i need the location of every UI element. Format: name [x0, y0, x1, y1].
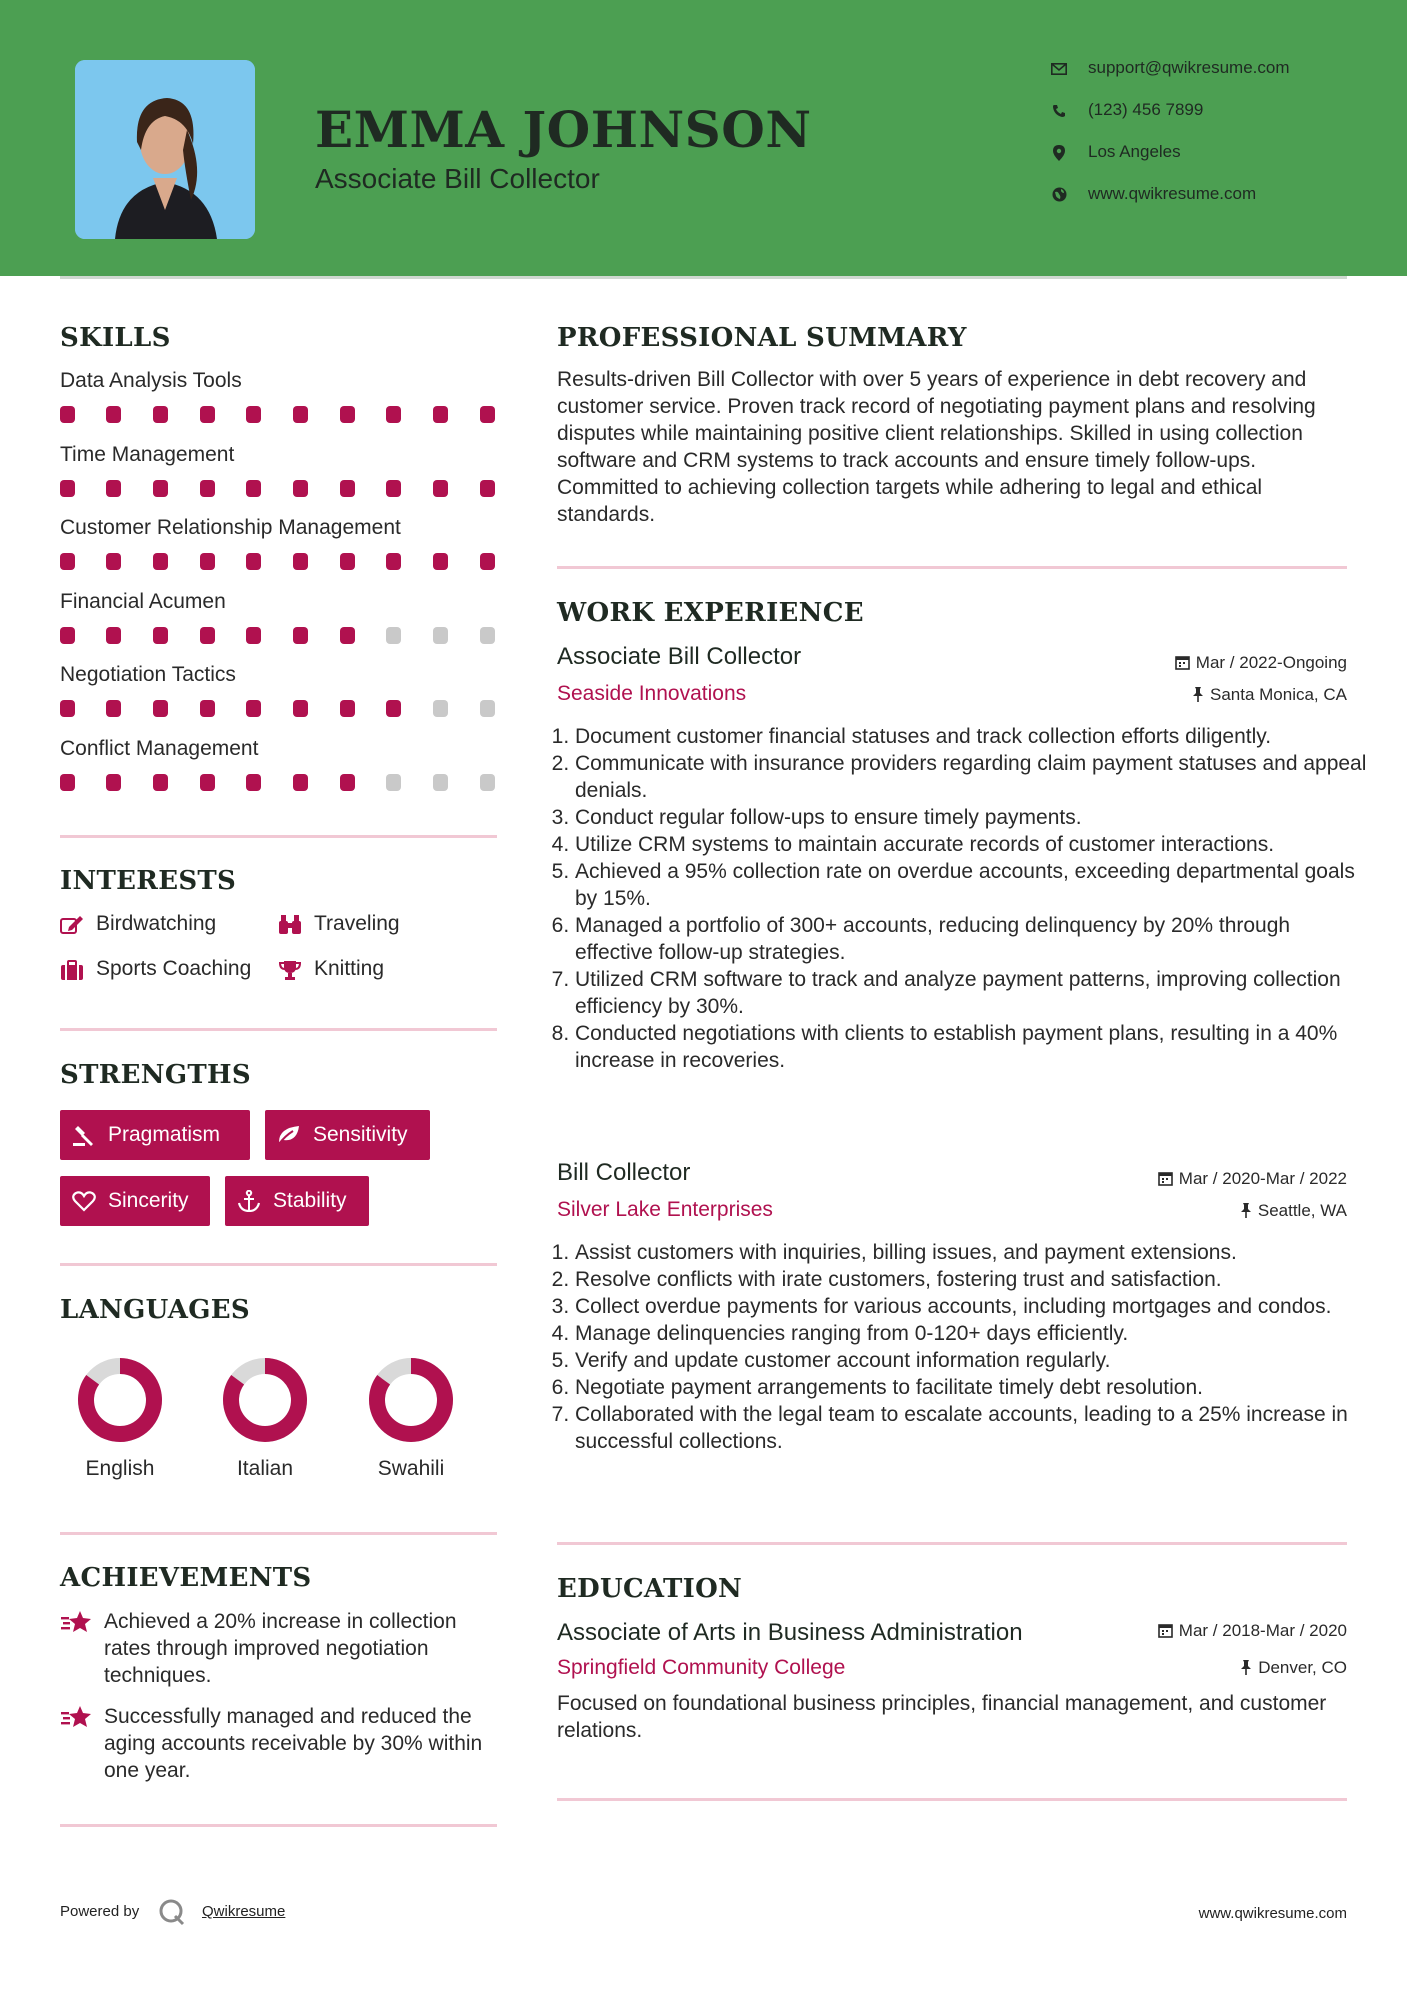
skill-dot: [480, 553, 495, 570]
skills-heading: SKILLS: [60, 323, 171, 353]
job-bullet: 6. Negotiate payment arrangements to facilitate timely debt resolution.: [575, 1374, 1370, 1401]
strength-badge: Sincerity: [60, 1176, 210, 1226]
trophy-icon: [278, 960, 302, 980]
skill-dot: [386, 700, 401, 717]
star-icon: [60, 1705, 94, 1729]
skill-dot: [340, 700, 355, 717]
skill-dot: [480, 627, 495, 644]
job-bullet: 1. Assist customers with inquiries, billing issues, and payment extensions.: [575, 1239, 1370, 1266]
skill-rating: [60, 406, 500, 426]
language-name: Swahili: [377, 1457, 445, 1480]
strength-badge: Sensitivity: [265, 1110, 430, 1160]
skill-rating: [60, 627, 500, 647]
skill-dot: [246, 480, 261, 497]
skill-dot: [153, 627, 168, 644]
skill-dot: [200, 774, 215, 791]
pushpin-icon: [1192, 687, 1204, 702]
pushpin-icon: [1240, 1660, 1252, 1675]
job-bullet: 6. Managed a portfolio of 300+ accounts, reducing delinquency by 20% through effective follow-up strategies.: [575, 912, 1370, 966]
skill-dot: [60, 627, 75, 644]
skill-dot: [480, 480, 495, 497]
interests-heading: INTERESTS: [60, 866, 237, 896]
gavel-icon: [72, 1124, 96, 1146]
skill-dot: [153, 700, 168, 717]
pushpin-icon: [1240, 1203, 1252, 1218]
header-divider: [60, 276, 1347, 279]
strengths-heading: STRENGTHS: [60, 1060, 251, 1090]
map-pin-icon: [1050, 142, 1068, 162]
skill-dot: [200, 480, 215, 497]
binoculars-icon: [278, 915, 302, 935]
language-donut: [75, 1355, 165, 1445]
language-item: [50, 1355, 190, 1481]
divider: [60, 1263, 497, 1266]
job-bullet: 3. Collect overdue payments for various accounts, including mortgages and condos.: [575, 1293, 1370, 1320]
skill-dot: [340, 553, 355, 570]
achievement-item: Successfully managed and reduced the aging accounts receivable by 30% within one year.: [60, 1703, 500, 1784]
job-bullet: 4. Utilize CRM systems to maintain accurate records of customer interactions.: [575, 831, 1370, 858]
language-name: English: [85, 1457, 155, 1480]
calendar-icon: [1175, 655, 1190, 670]
skill-dot: [106, 406, 121, 423]
skill-dot: [200, 406, 215, 423]
job-bullet: 3. Conduct regular follow-ups to ensure timely payments.: [575, 804, 1370, 831]
company-name: Silver Lake Enterprises: [557, 1198, 773, 1221]
skill-dot: [433, 553, 448, 570]
divider: [60, 835, 497, 838]
skill-dot: [246, 627, 261, 644]
job-location: Seattle, WA: [1240, 1201, 1347, 1221]
edit-icon: [60, 915, 84, 935]
job-bullet: 2. Communicate with insurance providers regarding claim payment statuses and appeal denials.: [575, 750, 1370, 804]
skill-name: Negotiation Tactics: [60, 663, 236, 686]
job-bullet: 5. Verify and update customer account information regularly.: [575, 1347, 1370, 1374]
job-title: Bill Collector: [557, 1159, 691, 1186]
skill-dot: [246, 553, 261, 570]
skill-dot: [433, 774, 448, 791]
skill-dot: [153, 480, 168, 497]
skill-dot: [340, 480, 355, 497]
skill-dot: [386, 406, 401, 423]
skill-dot: [246, 700, 261, 717]
skill-dot: [386, 553, 401, 570]
skill-dot: [340, 774, 355, 791]
language-donut: [366, 1355, 456, 1445]
footer-website[interactable]: www.qwikresume.com: [1198, 1905, 1347, 1922]
skill-name: Customer Relationship Management: [60, 516, 401, 539]
anchor-icon: [237, 1190, 261, 1212]
contact-website[interactable]: www.qwikresume.com: [1050, 184, 1256, 204]
achievements-heading: ACHIEVEMENTS: [60, 1563, 312, 1593]
language-item: [195, 1355, 335, 1481]
company-name: Seaside Innovations: [557, 682, 747, 705]
star-icon: [60, 1610, 94, 1634]
skill-dot: [433, 480, 448, 497]
job-bullets: [557, 723, 1370, 1074]
divider: [60, 1028, 497, 1031]
job-title: Associate Bill Collector: [557, 643, 802, 670]
divider: [557, 1798, 1347, 1801]
skill-dot: [106, 553, 121, 570]
envelope-icon: [1050, 58, 1068, 78]
skill-dot: [60, 774, 75, 791]
skill-dot: [293, 406, 308, 423]
strength-badge: Pragmatism: [60, 1110, 250, 1160]
candidate-name: EMMA JOHNSON: [315, 100, 812, 159]
job-bullet: 4. Manage delinquencies ranging from 0-120+ days efficiently.: [575, 1320, 1370, 1347]
skill-dot: [433, 700, 448, 717]
skill-dot: [293, 700, 308, 717]
job-bullet: 8. Conducted negotiations with clients to establish payment plans, resulting in a 40% increase in recoveries.: [575, 1020, 1370, 1074]
skill-dot: [106, 480, 121, 497]
divider: [60, 1532, 497, 1535]
job-bullet: 2. Resolve conflicts with irate customers, fostering trust and satisfaction.: [575, 1266, 1370, 1293]
skill-dot: [340, 406, 355, 423]
skill-dot: [293, 627, 308, 644]
contact-email[interactable]: support@qwikresume.com: [1050, 58, 1290, 78]
skill-dot: [480, 406, 495, 423]
phone-icon: [1050, 100, 1068, 120]
skill-dot: [340, 627, 355, 644]
divider: [557, 1542, 1347, 1545]
skill-rating: [60, 774, 500, 794]
job-bullets: [557, 1239, 1370, 1455]
skill-rating: [60, 553, 500, 573]
school-name: Springfield Community College: [557, 1656, 846, 1679]
education-dates: Mar / 2018-Mar / 2020: [1158, 1621, 1347, 1641]
qwikresume-logo-icon: [158, 1898, 188, 1926]
skill-dot: [60, 406, 75, 423]
summary-heading: PROFESSIONAL SUMMARY: [557, 323, 967, 353]
strength-badge: Stability: [225, 1176, 369, 1226]
achievement-item: Achieved a 20% increase in collection rates through improved negotiation techniques.: [60, 1608, 500, 1689]
heart-icon: [72, 1190, 96, 1212]
languages-heading: LANGUAGES: [60, 1295, 250, 1325]
degree-title: Associate of Arts in Business Administration: [557, 1619, 1023, 1646]
candidate-title: Associate Bill Collector: [315, 163, 600, 194]
skill-dot: [246, 774, 261, 791]
job-dates: Mar / 2022-Ongoing: [1175, 653, 1347, 673]
skill-name: Conflict Management: [60, 736, 259, 760]
calendar-icon: [1158, 1171, 1173, 1186]
divider: [60, 1824, 497, 1827]
skill-dot: [200, 627, 215, 644]
job-bullet: 7. Collaborated with the legal team to escalate accounts, leading to a 25% increase in successful collections.: [575, 1401, 1370, 1455]
education-heading: EDUCATION: [557, 1574, 743, 1604]
education-location: Denver, CO: [1240, 1658, 1347, 1678]
language-item: [341, 1355, 481, 1481]
job-location: Santa Monica, CA: [1192, 685, 1347, 705]
skill-dot: [246, 406, 261, 423]
skill-dot: [153, 406, 168, 423]
globe-icon: [1050, 184, 1068, 204]
job-bullet: 5. Achieved a 95% collection rate on overdue accounts, exceeding departmental goals by 15%.: [575, 858, 1370, 912]
skill-dot: [106, 700, 121, 717]
skill-dot: [293, 774, 308, 791]
qwikresume-link[interactable]: Qwikresume: [202, 1903, 286, 1920]
job-bullet: 1. Document customer financial statuses and track collection efforts diligently.: [575, 723, 1370, 750]
contact-phone[interactable]: (123) 456 7899: [1050, 100, 1203, 120]
contact-location: Los Angeles: [1050, 142, 1181, 162]
language-name: Italian: [236, 1457, 294, 1480]
calendar-icon: [1158, 1623, 1173, 1638]
summary-text: Results-driven Bill Collector with over 5 years of experience in debt recovery and customer service. Proven track record of negotiating payment plans and resolving disputes while maintaining positive client relationships. Skilled in using collection software and CRM systems to track accounts and ensure timely follow-ups. Committed to achieving collection targets while adhering to legal and ethical standards.: [557, 368, 1316, 526]
skill-name: Time Management: [60, 442, 235, 466]
skill-dot: [386, 480, 401, 497]
skill-dot: [106, 627, 121, 644]
powered-by-label: Powered by: [60, 1903, 140, 1920]
divider: [557, 566, 1347, 569]
skill-dot: [60, 553, 75, 570]
skill-dot: [200, 700, 215, 717]
profile-photo: [75, 60, 255, 239]
skill-dot: [433, 627, 448, 644]
skill-dot: [293, 480, 308, 497]
skill-name: Financial Acumen: [60, 589, 226, 613]
skill-dot: [480, 774, 495, 791]
skill-rating: [60, 480, 500, 500]
experience-heading: WORK EXPERIENCE: [557, 598, 864, 628]
skill-dot: [293, 553, 308, 570]
skill-name: Data Analysis Tools: [60, 369, 242, 392]
skill-rating: [60, 700, 500, 720]
leaf-icon: [277, 1124, 301, 1146]
education-description: Focused on foundational business principles, financial management, and customer relations.: [557, 1692, 1327, 1742]
skill-dot: [60, 480, 75, 497]
job-bullet: 7. Utilized CRM software to track and analyze payment patterns, improving collection efficiency by 30%.: [575, 966, 1370, 1020]
language-donut: [220, 1355, 310, 1445]
suitcase-icon: [60, 960, 84, 980]
skill-dot: [106, 774, 121, 791]
skill-dot: [153, 774, 168, 791]
skill-dot: [386, 627, 401, 644]
skill-dot: [200, 553, 215, 570]
job-dates: Mar / 2020-Mar / 2022: [1158, 1169, 1347, 1189]
skill-dot: [60, 700, 75, 717]
skill-dot: [433, 406, 448, 423]
skill-dot: [153, 553, 168, 570]
skill-dot: [386, 774, 401, 791]
skill-dot: [480, 700, 495, 717]
